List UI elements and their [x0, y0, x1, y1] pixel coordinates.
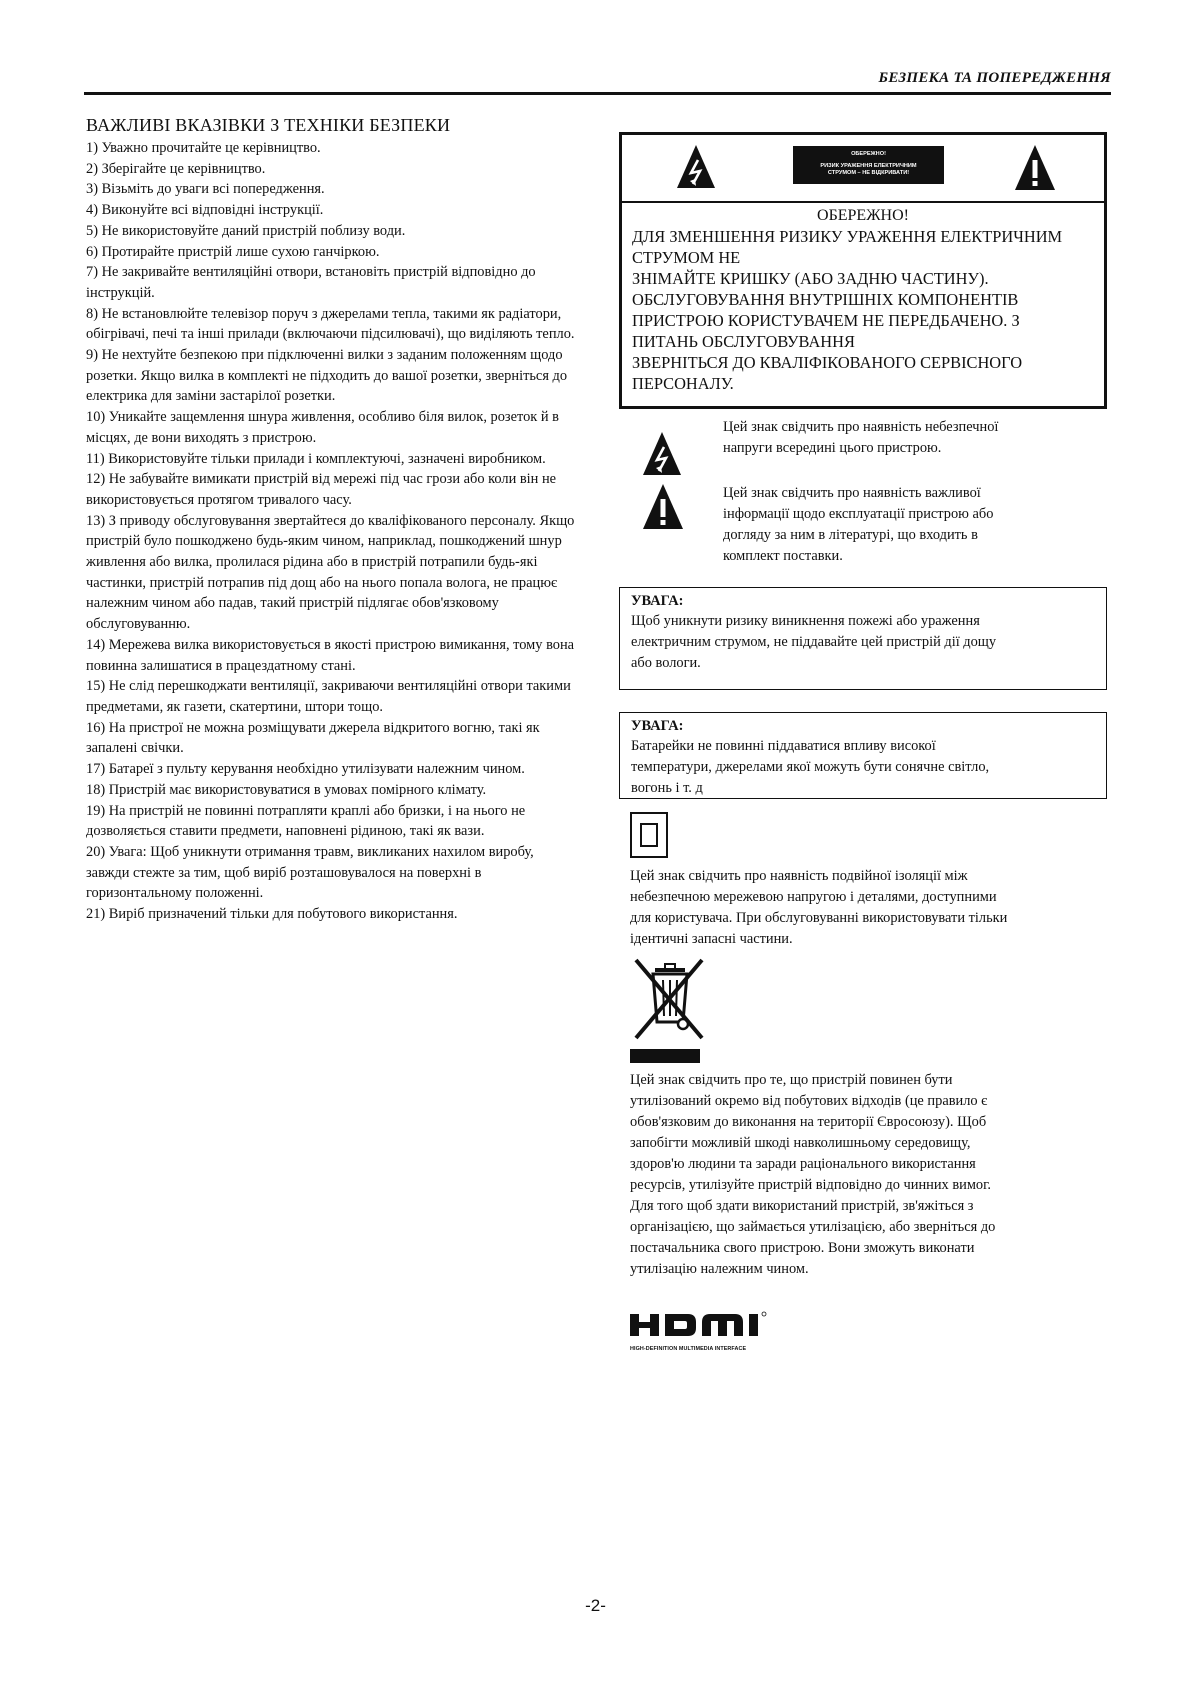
instruction-item: 21) Виріб призначений тільки для побутового використання. — [86, 906, 458, 923]
caution-box — [619, 132, 1107, 409]
caution-text-line: ПЕРСОНАЛУ. — [632, 374, 734, 393]
warning-text-line: або вологи. — [631, 655, 701, 671]
electric-shock-warning-icon — [642, 431, 682, 477]
voltage-sign-row — [619, 417, 1107, 477]
info-sign-line: інформації щодо експлуатації пристрою або — [723, 506, 994, 522]
instruction-item: 6) Протирайте пристрій лише сухою ганчіркою. — [86, 243, 380, 260]
info-sign-line: догляду за ним в літературі, що входить в — [723, 527, 978, 543]
caution-text — [622, 226, 1104, 406]
double-insulation-line: для користувача. При обслуговуванні використовувати тільки — [630, 910, 1008, 926]
warning-text-line: електричним струмом, не піддавайте цей пристрій дії дощу — [631, 634, 997, 650]
caution-text-line: ЗНІМАЙТЕ КРИШКУ (АБО ЗАДНЮ ЧАСТИНУ). — [632, 269, 989, 288]
crossed-out-bin-icon — [630, 956, 708, 1042]
instruction-item: 1) Уважно прочитайте це керівництво. — [86, 140, 321, 156]
caution-title: ОБЕРЕЖНО! — [817, 207, 909, 224]
warnings-column — [619, 132, 1107, 1352]
caution-label-plate — [793, 146, 944, 184]
voltage-sign-text — [723, 417, 1107, 459]
weee-line: Для того щоб здати використаний пристрій, зв'яжіться з — [630, 1198, 974, 1214]
instruction-item: 11) Використовуйте тільки прилади і комплектуючі, зазначені виробником. — [86, 450, 546, 467]
info-sign-line: комплект поставки. — [723, 548, 843, 564]
instruction-item: 7) Не закривайте вентиляційні отвори, встановіть пристрій відповідно до інструкцій. — [86, 264, 536, 301]
caution-text-line: ПРИСТРОЮ КОРИСТУВАЧЕМ НЕ ПЕРЕДБАЧЕНО. З — [632, 311, 1020, 330]
double-insulation-line: Цей знак свідчить про наявність подвійної ізоляції між — [630, 868, 968, 884]
double-insulation-line: небезпечною мережевою напругою і деталями, доступними — [630, 889, 997, 905]
weee-text — [630, 1070, 1100, 1280]
instruction-item: 19) На пристрій не повинні потрапляти краплі або бризки, і на нього не дозволяється ставити предмети, наповнені рідиною, такі як вази. — [86, 802, 526, 840]
caution-text-line: ЗВЕРНІТЬСЯ ДО КВАЛІФІКОВАНОГО СЕРВІСНОГО — [632, 353, 1023, 372]
page-header-title: БЕЗПЕКА ТА ПОПЕРЕДЖЕННЯ — [878, 70, 1111, 86]
battery-warning-box — [619, 712, 1107, 799]
caution-symbols-row — [622, 135, 1104, 203]
warning-text-line: вогонь і т. д — [631, 780, 703, 796]
warning-text — [631, 611, 1095, 674]
hdmi-logo-mark — [630, 1310, 800, 1340]
instruction-item: 2) Зберігайте це керівництво. — [86, 160, 266, 177]
warning-text-line: Батарейки не повинні піддаватися впливу високої — [631, 738, 936, 754]
instruction-item: 3) Візьміть до уваги всі попередження. — [86, 181, 325, 198]
weee-line: утилізований окремо від побутових відходів (це правило є — [630, 1093, 988, 1109]
info-sign-line: Цей знак свідчить про наявність важливої — [723, 485, 981, 501]
warning-title: УВАГА: — [631, 593, 684, 609]
instruction-item: 14) Мережева вилка використовується в якості пристрою вимикання, тому вона повинна залишатися в працездатному стані. — [86, 636, 575, 674]
instruction-item: 17) Батареї з пульту керування необхідно утилізувати належним чином. — [86, 761, 525, 778]
hdmi-logo — [630, 1310, 1107, 1352]
instruction-item: 20) Увага: Щоб уникнути отримання травм, викликаних нахилом виробу, завжди стежте за тим, щоб виріб розташовувалося на поверхні в горизонтальному положенні. — [86, 843, 534, 902]
moisture-warning-box — [619, 587, 1107, 690]
weee-line: ресурсів, утилізуйте пристрій відповідно до чинних вимог. — [630, 1177, 992, 1193]
double-insulation-line: ідентичні запасні частини. — [630, 931, 793, 947]
weee-line: постачальника свого пристрою. Вони зможуть виконати — [630, 1240, 975, 1256]
double-insulation-text — [630, 866, 1100, 950]
caution-label-line3: СТРУМОМ – НЕ ВІДКРИВАТИ! — [827, 170, 910, 176]
safety-heading: ВАЖЛИВІ ВКАЗІВКИ З ТЕХНІКИ БЕЗПЕКИ — [86, 115, 451, 135]
caution-text-line: ДЛЯ ЗМЕНШЕННЯ РИЗИКУ УРАЖЕННЯ ЕЛЕКТРИЧНИМ — [632, 227, 1063, 246]
exclamation-warning-icon — [642, 483, 684, 531]
instruction-item: 9) Не нехтуйте безпекою при підключенні вилки з заданим положенням щодо розетки. Якщо вилка в комплекті не підходить до вашої розетки, зверніться до електрика для заміни застарілої розетки. — [86, 347, 568, 405]
instruction-item: 16) На пристрої не можна розміщувати джерела відкритого вогню, такі як запалені свічки. — [86, 719, 540, 757]
instruction-item: 4) Виконуйте всі відповідні інструкції. — [86, 202, 324, 219]
warning-text-line: Щоб уникнути ризику виникнення пожежі або ураження — [631, 613, 980, 629]
voltage-sign-line: Цей знак свідчить про наявність небезпечної — [723, 419, 999, 435]
header-rule — [84, 92, 1111, 95]
instruction-item: 13) З приводу обслуговування звертайтеся до кваліфікованого персоналу. Якщо пристрій було пошкоджено будь-яким чином, наприклад, пошкоджений шнур живлення або вилка, пролилася рідина або в пристрій потрапили будь-які частинки, пристрій потрапив під дощ або на нього попала волога, не працює належним чином або падав, такий пристрій підлягає обов'язковому обслуговуванню. — [86, 512, 575, 633]
warning-text-line: температури, джерелами якої можуть бути сонячне світло, — [631, 759, 990, 775]
warning-title: УВАГА: — [631, 718, 684, 734]
info-sign-row — [619, 483, 1107, 573]
double-insulation-icon — [630, 812, 668, 858]
weee-line: здоров'ю людини та заради раціонального використання — [630, 1156, 976, 1172]
page-number: -2- — [585, 1596, 606, 1615]
instructions-list — [86, 138, 576, 925]
safety-instructions-column — [86, 114, 576, 925]
weee-line: обов'язковим до виконання на території Євросоюзу). Щоб — [630, 1114, 987, 1130]
voltage-sign-line: напруги всередині цього пристрою. — [723, 440, 942, 456]
warning-text — [631, 736, 1095, 799]
instruction-item: 5) Не використовуйте даний пристрій поблизу води. — [86, 222, 406, 239]
caution-label-line1: ОБЕРЕЖНО! — [851, 151, 886, 157]
caution-text-line: ПИТАНЬ ОБСЛУГОВУВАННЯ — [632, 332, 855, 351]
exclamation-warning-icon — [1014, 144, 1056, 192]
hdmi-subtitle: HIGH-DEFINITION MULTIMEDIA INTERFACE — [630, 1346, 747, 1352]
electric-shock-warning-icon — [676, 144, 716, 190]
caution-label-line2: РИЗИК УРАЖЕННЯ ЕЛЕКТРИЧНИМ — [820, 163, 917, 169]
instruction-item: 12) Не забувайте вимикати пристрій від мережі під час грози або коли він не використовується протягом тривалого часу. — [86, 471, 557, 508]
weee-line: утилізацію належним чином. — [630, 1261, 809, 1277]
caution-text-line: ОБСЛУГОВУВАННЯ ВНУТРІШНІХ КОМПОНЕНТІВ — [632, 290, 1019, 309]
caution-text-line: СТРУМОМ НЕ — [632, 248, 741, 267]
weee-line: запобігти можливій шкоді навколишньому середовищу, — [630, 1135, 971, 1151]
instruction-item: 15) Не слід перешкоджати вентиляції, закриваючи вентиляційні отвори такими предметами, як газети, скатертини, штори тощо. — [86, 678, 571, 715]
weee-line: організацією, що займається утилізацією, або зверніться до — [630, 1219, 996, 1235]
instruction-item: 10) Уникайте защемлення шнура живлення, особливо біля вилок, розеток й в місцях, де вони виходять з пристрою. — [86, 409, 559, 446]
instruction-item: 18) Пристрій має використовуватися в умовах помірного клімату. — [86, 781, 487, 798]
weee-line: Цей знак свідчить про те, що пристрій повинен бути — [630, 1072, 953, 1088]
instruction-item: 8) Не встановлюйте телевізор поруч з джерелами тепла, такими як радіатори, обігрівачі, печі та інші прилади (включаючи підсилювачі), що виділяють тепло. — [86, 305, 575, 343]
info-sign-text — [723, 483, 1107, 567]
weee-black-bar — [630, 1049, 700, 1063]
